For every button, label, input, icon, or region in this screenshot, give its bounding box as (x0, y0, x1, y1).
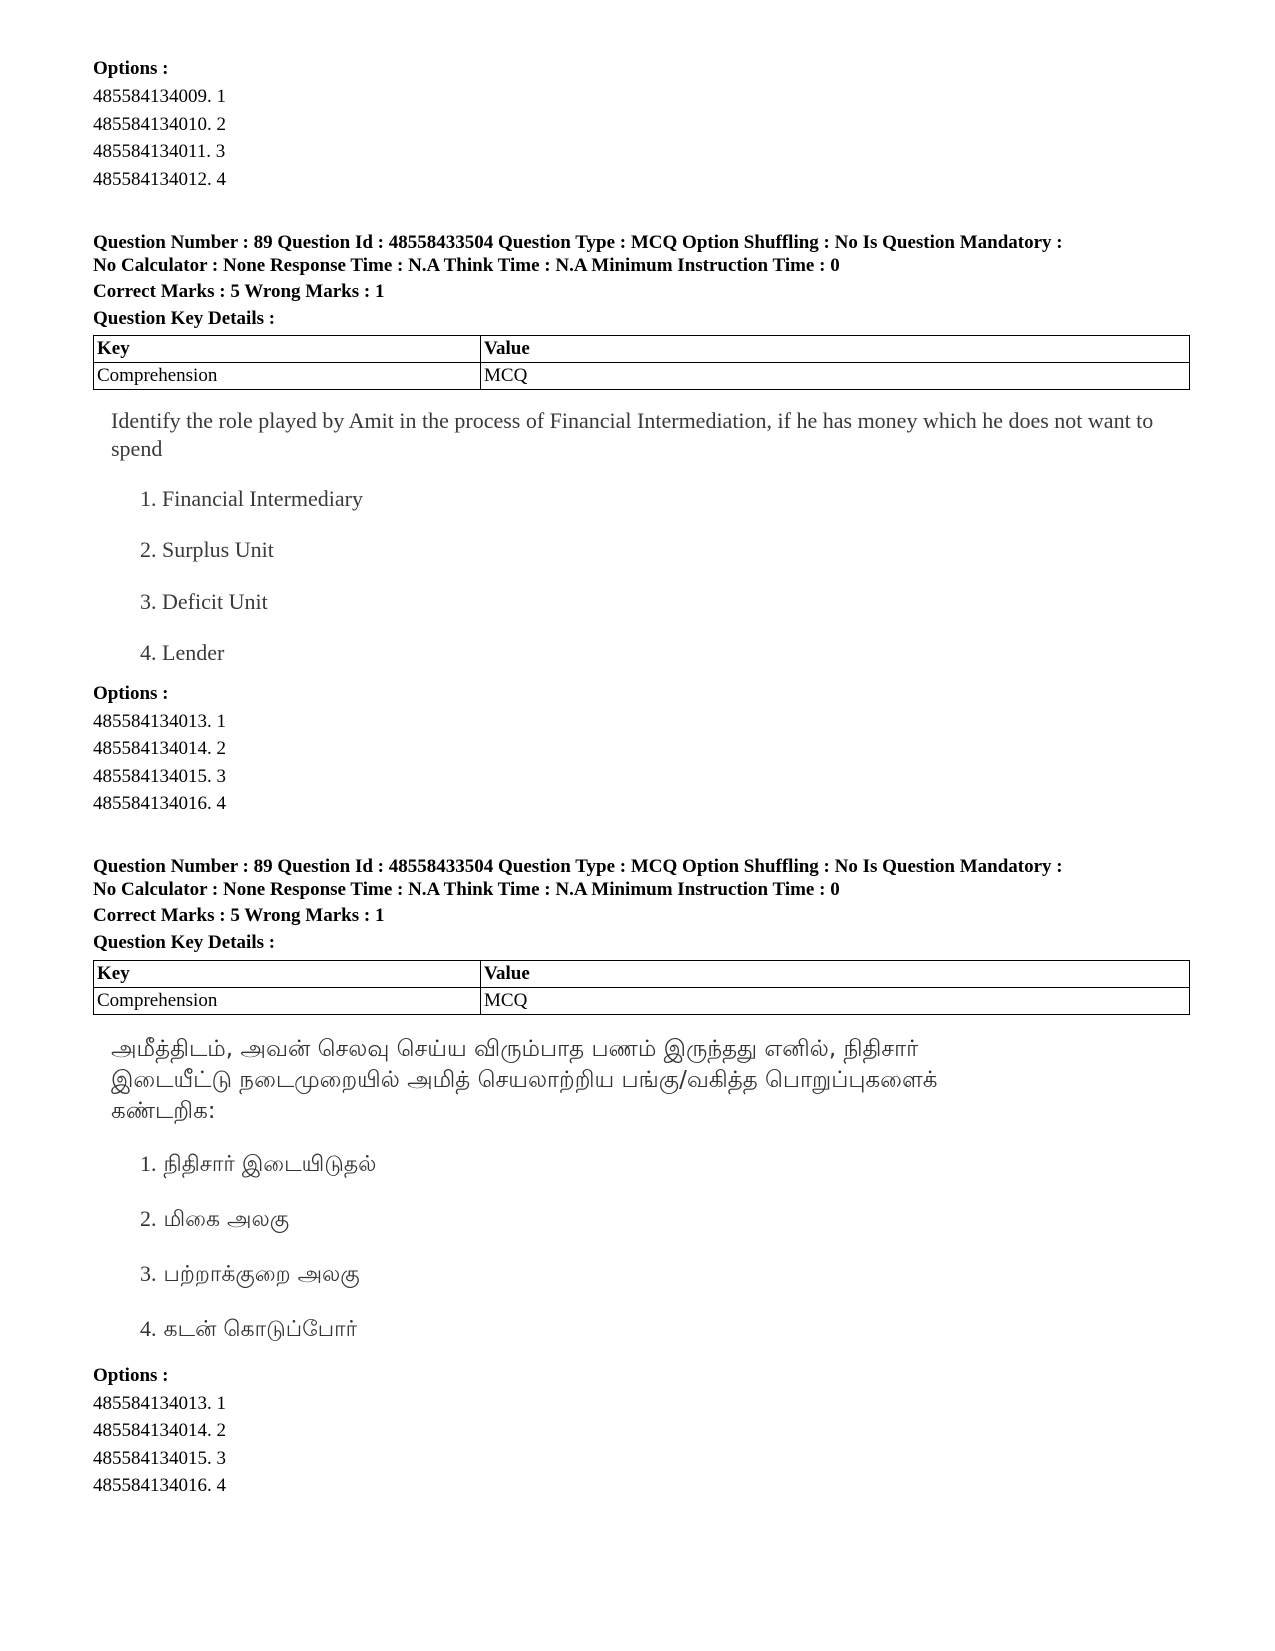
choice-text: மிகை அலகு (163, 1207, 290, 1232)
option-id-line: 485584134016. 4 (93, 793, 226, 814)
answer-choice (140, 588, 268, 616)
question-text-line: இடையீட்டு நடைமுறையில் அமித் செயலாற்றிய பங்கு/வகித்த பொறுப்புகளைக் (111, 1067, 938, 1093)
option-id-line: 485584134012. 4 (93, 169, 226, 190)
choice-text: Deficit Unit (162, 589, 268, 614)
choice-text: நிதிசார் இடையிடுதல் (163, 1152, 377, 1177)
option-id-line: 485584134014. 2 (93, 1420, 226, 1441)
choice-text: கடன் கொடுப்போர் (163, 1317, 358, 1342)
choice-number: 1. (140, 486, 157, 511)
table-cell-value: MCQ (481, 363, 1190, 390)
key-details-label: Question Key Details : (93, 932, 276, 953)
answer-choice (140, 1205, 289, 1234)
table-header-row (94, 961, 1190, 988)
question-text-line: அமீத்திடம், அவன் செலவு செய்ய விரும்பாத பணம் இருந்தது எனில், நிதிசார் (111, 1036, 919, 1062)
question-meta-line: No Calculator : None Response Time : N.A Think Time : N.A Minimum Instruction Time : 0 (93, 255, 840, 276)
question-meta-line: Question Number : 89 Question Id : 48558433504 Question Type : MCQ Option Shuffling : No Is Question Mandatory : (93, 856, 1063, 877)
table-header-row (94, 336, 1190, 363)
option-id-line: 485584134014. 2 (93, 738, 226, 759)
choice-text: Surplus Unit (162, 537, 274, 562)
answer-choice (140, 1150, 376, 1179)
answer-choice (140, 639, 224, 667)
marks-line: Correct Marks : 5 Wrong Marks : 1 (93, 281, 385, 302)
table-header-value: Value (481, 961, 1190, 988)
options-label: Options : (93, 683, 169, 704)
answer-choice (140, 1315, 357, 1344)
table-cell-key: Comprehension (94, 988, 481, 1015)
choice-number: 4. (140, 640, 157, 665)
answer-choice (140, 536, 274, 564)
table-cell-key: Comprehension (94, 363, 481, 390)
options-label: Options : (93, 58, 169, 79)
table-cell-value: MCQ (481, 988, 1190, 1015)
answer-choice (140, 485, 363, 513)
choice-number: 3. (140, 1261, 157, 1286)
choice-number: 3. (140, 589, 157, 614)
option-id-line: 485584134013. 1 (93, 711, 226, 732)
question-meta-line: Question Number : 89 Question Id : 48558433504 Question Type : MCQ Option Shuffling : No Is Question Mandatory : (93, 232, 1063, 253)
option-id-line: 485584134011. 3 (93, 141, 226, 162)
table-row (94, 988, 1190, 1015)
table-header-key: Key (94, 961, 481, 988)
choice-number: 2. (140, 537, 157, 562)
choice-number: 1. (140, 1151, 157, 1176)
key-details-label: Question Key Details : (93, 308, 276, 329)
key-details-table (93, 335, 1190, 390)
question-text: Identify the role played by Amit in the process of Financial Intermediation, if he has money which he does not want to spend (111, 408, 1154, 461)
table-row (94, 363, 1190, 390)
option-id-line: 485584134013. 1 (93, 1393, 226, 1414)
option-id-line: 485584134009. 1 (93, 86, 226, 107)
question-meta-line: No Calculator : None Response Time : N.A Think Time : N.A Minimum Instruction Time : 0 (93, 879, 840, 900)
options-label: Options : (93, 1365, 169, 1386)
option-id-line: 485584134015. 3 (93, 1448, 226, 1469)
choice-text: பற்றாக்குறை அலகு (163, 1262, 360, 1287)
choice-number: 2. (140, 1206, 157, 1231)
option-id-line: 485584134010. 2 (93, 114, 226, 135)
table-header-value: Value (481, 336, 1190, 363)
marks-line: Correct Marks : 5 Wrong Marks : 1 (93, 905, 385, 926)
answer-choice (140, 1260, 360, 1289)
question-text-line: கண்டறிக: (111, 1098, 216, 1124)
choice-text: Financial Intermediary (162, 486, 363, 511)
choice-text: Lender (162, 640, 225, 665)
option-id-line: 485584134016. 4 (93, 1475, 226, 1496)
option-id-line: 485584134015. 3 (93, 766, 226, 787)
choice-number: 4. (140, 1316, 157, 1341)
table-header-key: Key (94, 336, 481, 363)
key-details-table (93, 960, 1190, 1015)
